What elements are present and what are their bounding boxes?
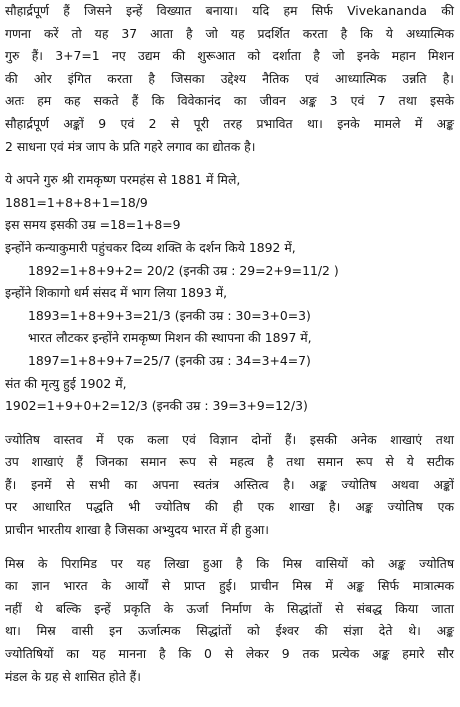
calculation-line: 1893=1+8+9+3=21/3 (इनकी उम्र : 30=3+0=3) (28, 307, 311, 323)
calculation-line: 1902=1+9+0+2=12/3 (इनकी उम्र : 39=3+9=12/3) (5, 398, 308, 414)
calculation-line: 1897=1+8+9+7=25/7 (इनकी उम्र : 34=3+4=7) (28, 352, 311, 368)
text-line: मंडल के ग्रह से शासित होते हैं। (5, 668, 141, 684)
text-line: प्राचीन भारतीय शाखा है जिसका अभ्युदय भारत में ही हुआ। (5, 522, 269, 538)
paragraph-vivekananda (5, 0, 454, 158)
paragraph-gap (5, 542, 454, 553)
event-line: संत की मृत्यु हुई 1902 में, (5, 375, 127, 391)
text-line: का ज्ञान भारत के आर्यों से प्राप्त हुई। प्राचीन मिस्र में अङ्क सिर्फ मात्रात्मक (5, 578, 454, 594)
text-line: ज्योतिषियों का यह मानना है कि 0 से लेकर 9 तक प्रत्येक अङ्क हमारे सौर (5, 646, 454, 662)
event-line: इन्होंने शिकागो धर्म संसद में भाग लिया 1893 में, (5, 285, 228, 301)
text-line: 2 साधना एवं मंत्र जाप के प्रति गहरे लगाव का द्योतक है। (5, 138, 256, 154)
text-line: था। मिस्र वासी इन ऊर्जात्मक सिद्धांतों को ईश्वर की संज्ञा देते थे। अङ्क (5, 623, 454, 639)
text-line: सौहार्द्रपूर्ण अङ्कों 9 एवं 2 से पूरी तरह प्रभावित था। इनके मामले में अङ्क (5, 115, 454, 131)
paragraph-egypt (5, 553, 454, 689)
text-line: पर आधारित पद्धति भी ज्योतिष की ही एक शाखा है। अङ्क ज्योतिष एक (5, 499, 454, 515)
text-line: की ओर इंगित करता है जिसका उद्देश्य नैतिक एवं आध्यात्मिक उन्नति है। (5, 70, 454, 86)
paragraph-gap (5, 418, 454, 429)
text-line: हैं। इनमें से सभी का अपना स्वतंत्र अस्तित्व है। अङ्क ज्योतिष अथवा अङ्कों (5, 476, 454, 492)
text-line: गणना करें तो यह 37 आता है जो यह प्रदर्शित करता है कि ये अध्यात्मिक (5, 25, 454, 41)
event-line: ये अपने गुरु श्री रामकृष्ण परमहंस से 1881 में मिले, (5, 172, 241, 188)
paragraph-gap (5, 158, 454, 169)
text-line: नहीं थे बल्कि इन्हें प्रकृति के ऊर्जा निर्माण के सिद्धांतों से संबद्ध किया जाता (5, 600, 454, 616)
calculation-line: 1892=1+8+9+2= 20/2 (इनकी उम्र : 29=2+9=11/2 ) (28, 262, 339, 278)
chronology-block (5, 169, 454, 418)
event-line: इन्होंने कन्याकुमारी पहुंचकर दिव्य शक्ति के दर्शन किये 1892 में, (5, 239, 296, 255)
text-line: ज्योतिष वास्तव में एक कला एवं विज्ञान दोनों हैं। इसकी अनेक शाखाएं तथा (5, 431, 454, 447)
calculation-line: इस समय इसकी उम्र =18=1+8=9 (5, 217, 181, 233)
text-line: मिस्र के पिरामिड पर यह लिखा हुआ है कि मिस्र वासियों को अङ्क ज्योतिष (5, 555, 454, 571)
text-line: अतः हम कह सकते हैं कि विवेकानंद का जीवन अङ्क 3 एवं 7 तथा इसके (5, 93, 454, 109)
paragraph-jyotish (5, 429, 454, 542)
event-line: भारत लौटकर इन्होंने रामकृष्ण मिशन की स्थापना की 1897 में, (28, 330, 312, 346)
text-line: गुरु हैं। 3+7=1 नए उद्यम की शुरूआत को दर्शाता है जो इनके महान मिशन (5, 48, 454, 64)
text-line: उप शाखाएं हैं जिनका समान रूप से महत्व है तथा समान रूप से ये सटीक (5, 454, 454, 470)
calculation-line: 1881=1+8+8+1=18/9 (5, 194, 148, 210)
text-line: सौहार्द्रपूर्ण हैं जिसने इन्हें विख्यात बनाया। यदि हम सिर्फ Vivekananda की (5, 3, 454, 18)
